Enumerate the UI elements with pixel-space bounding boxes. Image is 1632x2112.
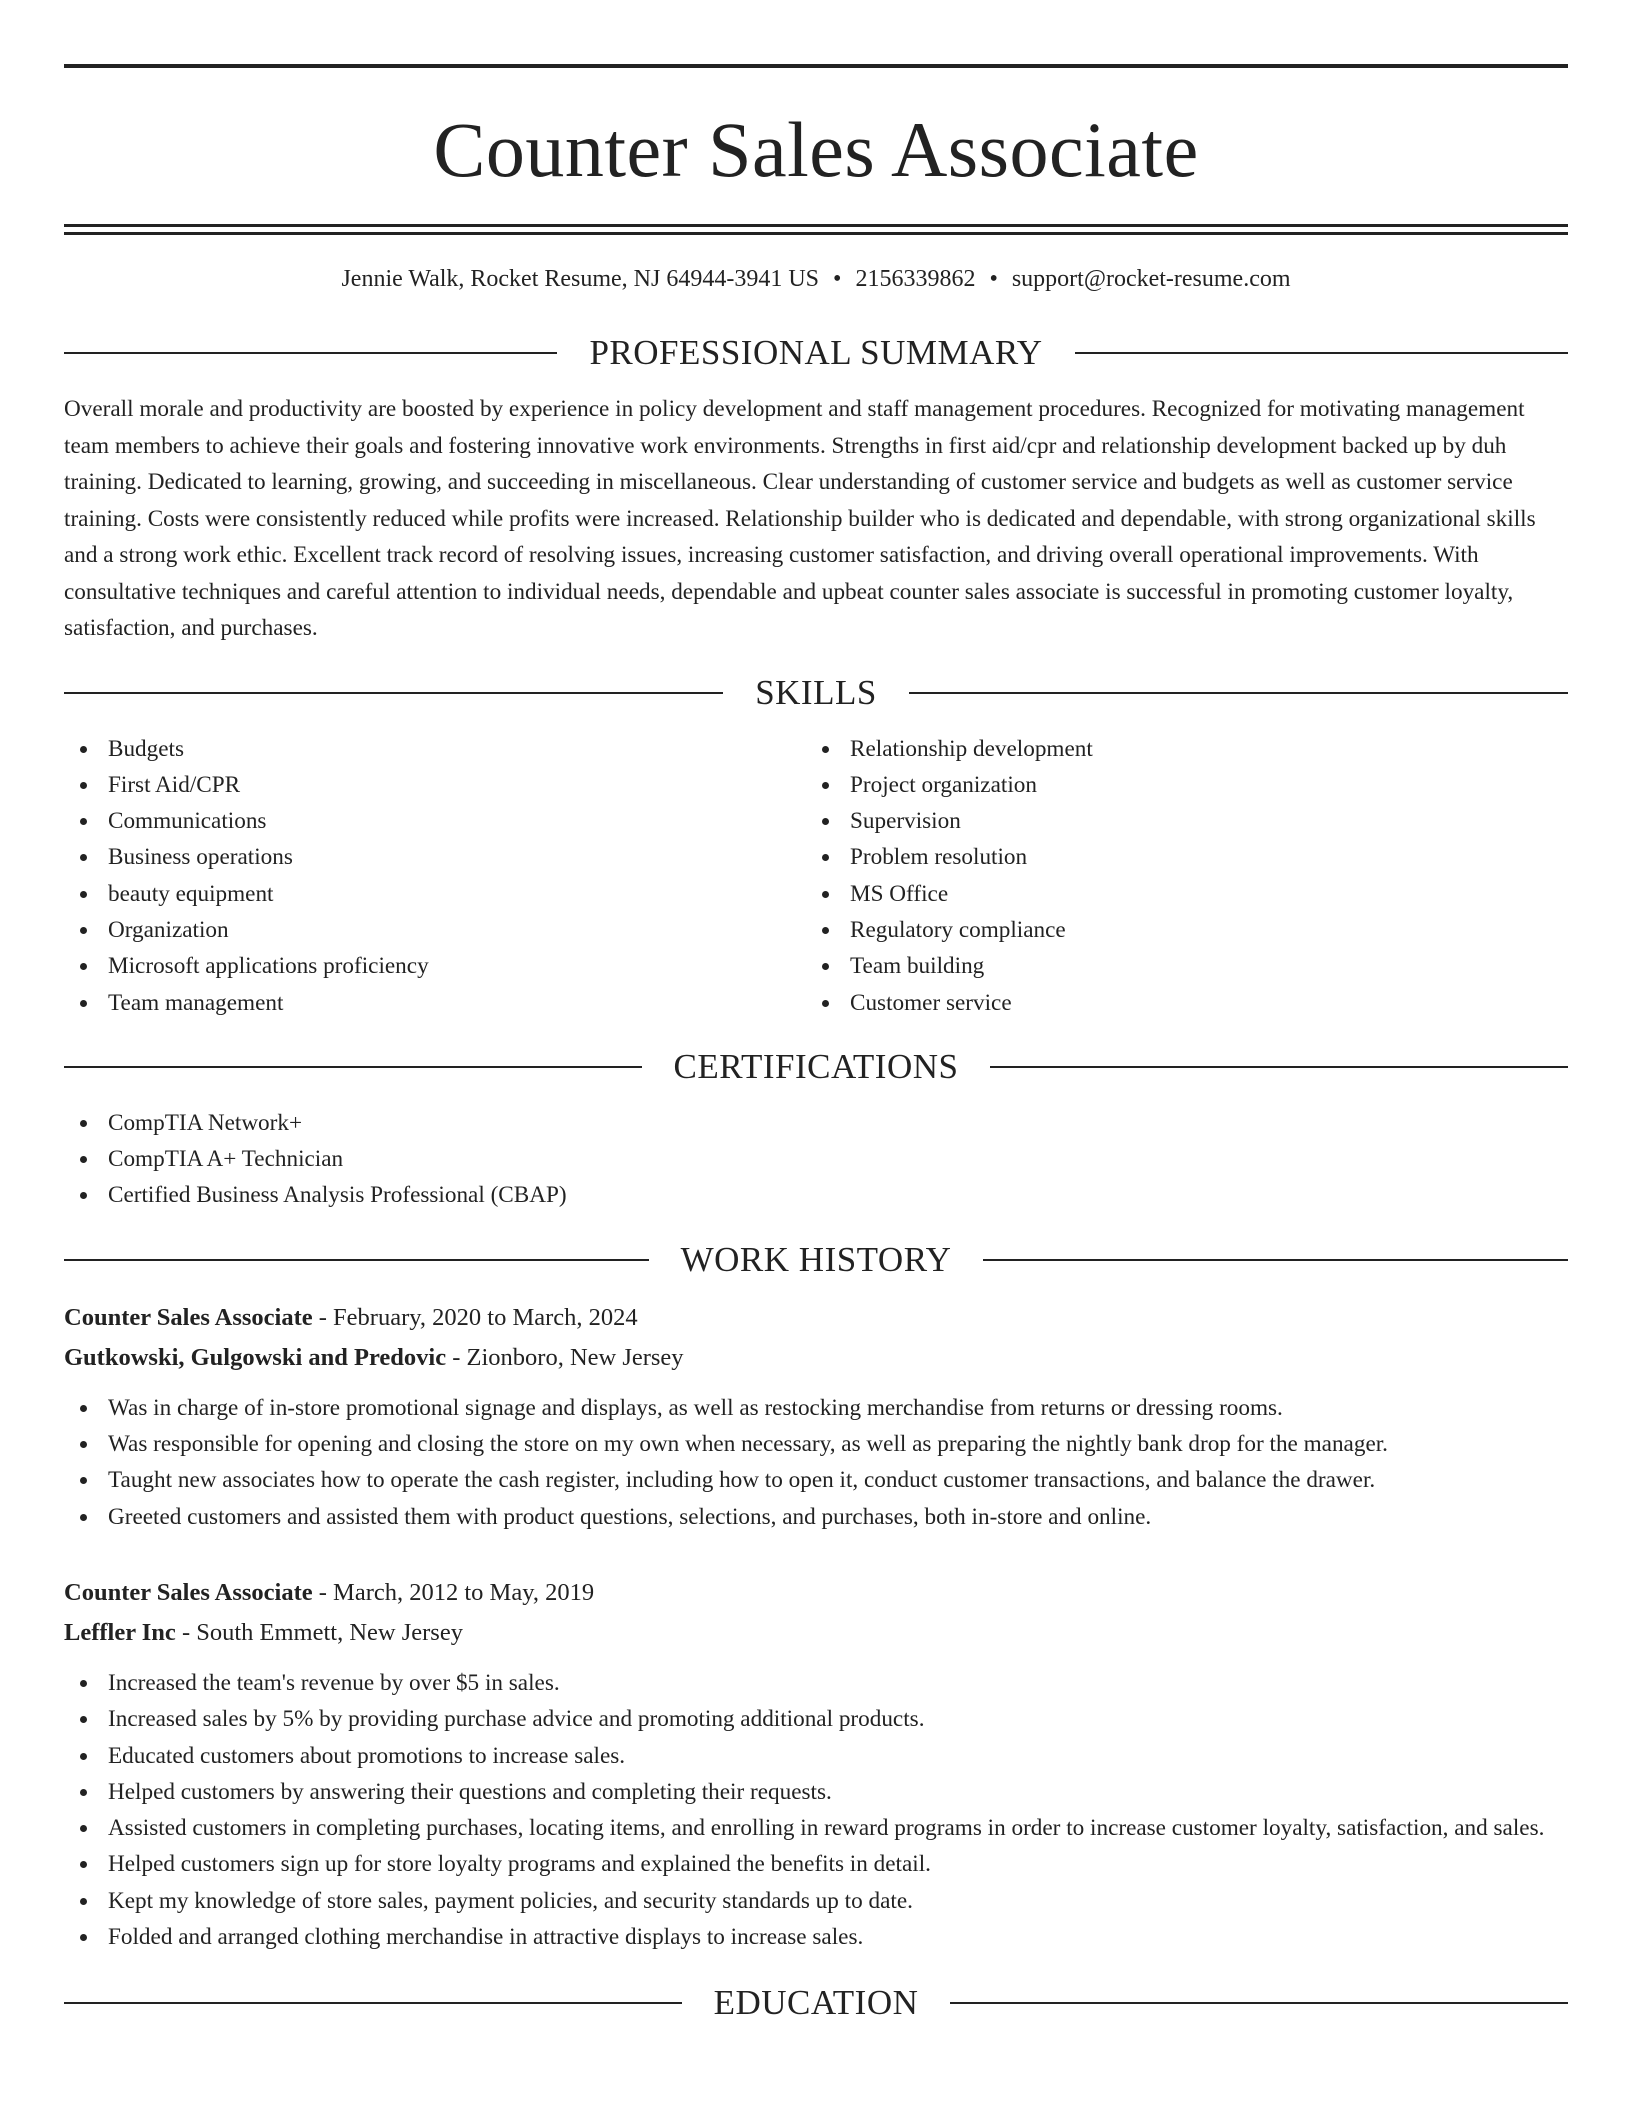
- skill-item: Project organization: [806, 767, 1548, 803]
- heading-rule-right: [1075, 352, 1568, 354]
- job-entry: [64, 1298, 1568, 1535]
- heading-rule-right: [990, 1066, 1568, 1068]
- title-double-rule: [64, 224, 1568, 227]
- skill-item: Customer service: [806, 985, 1548, 1021]
- job-company: Gutkowski, Gulgowski and Predovic: [64, 1343, 447, 1371]
- skill-item: MS Office: [806, 876, 1548, 912]
- skill-item: Microsoft applications proficiency: [64, 948, 806, 984]
- work-history-heading-label: WORK HISTORY: [680, 1239, 952, 1279]
- job-bullet: Kept my knowledge of store sales, payment policies, and security standards up to date.: [64, 1883, 1568, 1919]
- job-company: Leffler Inc: [64, 1618, 176, 1646]
- contact-separator: •: [833, 266, 842, 292]
- job-bullet: Increased sales by 5% by providing purchase advice and promoting additional products.: [64, 1701, 1568, 1737]
- skills-column-right: [806, 731, 1548, 1021]
- heading-rule-right: [983, 1259, 1568, 1261]
- job-dates: - February, 2020 to March, 2024: [312, 1303, 638, 1331]
- job-title: Counter Sales Associate: [64, 1578, 313, 1606]
- heading-rule-left: [64, 2002, 682, 2004]
- heading-rule-left: [64, 692, 723, 694]
- summary-heading-label: PROFESSIONAL SUMMARY: [589, 333, 1043, 372]
- skill-item: Business operations: [64, 839, 806, 875]
- certifications-list: [64, 1105, 1568, 1214]
- job-title: Counter Sales Associate: [64, 1303, 313, 1331]
- job-bullet: Folded and arranged clothing merchandise in attractive displays to increase sales.: [64, 1919, 1568, 1955]
- education-heading: [64, 1983, 1568, 2023]
- resume-page: [64, 64, 1568, 2041]
- skill-item: Team management: [64, 985, 806, 1021]
- heading-rule-left: [64, 1066, 642, 1068]
- skill-item: Team building: [806, 948, 1548, 984]
- certification-item: CompTIA Network+: [64, 1105, 1568, 1141]
- job-bullet: Helped customers sign up for store loyalty programs and explained the benefits in detail.: [64, 1846, 1568, 1882]
- skill-item: Supervision: [806, 803, 1548, 839]
- job-bullets: [64, 1390, 1568, 1535]
- job-bullet: Taught new associates how to operate the cash register, including how to open it, conduct customer transactions, and balance the drawer.: [64, 1462, 1568, 1498]
- skill-item: Organization: [64, 912, 806, 948]
- job-bullet: Helped customers by answering their questions and completing their requests.: [64, 1774, 1568, 1810]
- skill-item: First Aid/CPR: [64, 767, 806, 803]
- skill-item: Relationship development: [806, 731, 1548, 767]
- education-heading-label: EDUCATION: [713, 1983, 919, 2023]
- summary-heading: [64, 333, 1568, 373]
- resume-title: Counter Sales Associate: [433, 106, 1199, 193]
- top-rule: [64, 64, 1568, 68]
- skill-item: Problem resolution: [806, 839, 1548, 875]
- certifications-heading-label: CERTIFICATIONS: [673, 1046, 959, 1086]
- contact-address: Jennie Walk, Rocket Resume, NJ 64944-3941 US: [341, 266, 820, 292]
- job-location: - South Emmett, New Jersey: [175, 1618, 463, 1646]
- contact-email: support@rocket-resume.com: [1011, 266, 1291, 292]
- job-entry: [64, 1573, 1568, 1955]
- job-company-line: [64, 1613, 1568, 1653]
- contact-separator: •: [989, 266, 998, 292]
- contact-phone: 2156339862: [855, 266, 976, 292]
- job-bullet: Was in charge of in-store promotional signage and displays, as well as restocking merchandise from returns or dressing rooms.: [64, 1390, 1568, 1426]
- skill-item: Regulatory compliance: [806, 912, 1548, 948]
- heading-rule-left: [64, 352, 557, 354]
- job-dates: - March, 2012 to May, 2019: [312, 1578, 595, 1606]
- job-title-line: [64, 1573, 1568, 1613]
- skills-heading: [64, 673, 1568, 713]
- skills-list: [64, 731, 1568, 1021]
- certification-item: CompTIA A+ Technician: [64, 1141, 1568, 1177]
- certification-item: Certified Business Analysis Professional (CBAP): [64, 1177, 1568, 1213]
- job-bullet: Greeted customers and assisted them with product questions, selections, and purchases, both in-store and online.: [64, 1499, 1568, 1535]
- heading-rule-left: [64, 1259, 649, 1261]
- job-bullets: [64, 1665, 1568, 1955]
- heading-rule-right: [950, 2002, 1568, 2004]
- skill-item: Budgets: [64, 731, 806, 767]
- skills-heading-label: SKILLS: [755, 672, 877, 712]
- job-title-line: [64, 1298, 1568, 1338]
- job-bullet: Increased the team's revenue by over $5 in sales.: [64, 1665, 1568, 1701]
- job-company-line: [64, 1338, 1568, 1378]
- heading-rule-right: [909, 692, 1568, 694]
- skills-column-left: [64, 731, 806, 1021]
- certifications-heading: [64, 1047, 1568, 1087]
- work-history-heading: [64, 1240, 1568, 1280]
- job-bullet: Educated customers about promotions to increase sales.: [64, 1738, 1568, 1774]
- skill-item: Communications: [64, 803, 806, 839]
- job-bullet: Was responsible for opening and closing the store on my own when necessary, as well as preparing the nightly bank drop for the manager.: [64, 1426, 1568, 1462]
- summary-text: Overall morale and productivity are boosted by experience in policy development and staff management procedures. Recognized for motivating management team members to achieve their goals and fostering innovative work environments. Strengths in first aid/cpr and relationship development backed up by duh training. Dedicated to learning, growing, and succeeding in miscellaneous. Clear understanding of customer service and budgets as well as customer service training. Costs were consistently reduced while profits were increased. Relationship builder who is dedicated and dependable, with strong organizational skills and a strong work ethic. Excellent track record of resolving issues, increasing customer satisfaction, and driving overall operational improvements. With consultative techniques and careful attention to individual needs, dependable and upbeat counter sales associate is successful in promoting customer loyalty, satisfaction, and purchases.: [64, 396, 1536, 641]
- job-bullet: Assisted customers in completing purchases, locating items, and enrolling in reward programs in order to increase customer loyalty, satisfaction, and sales.: [64, 1810, 1568, 1846]
- contact-line: [64, 263, 1568, 295]
- job-location: - Zionboro, New Jersey: [446, 1343, 684, 1371]
- skill-item: beauty equipment: [64, 876, 806, 912]
